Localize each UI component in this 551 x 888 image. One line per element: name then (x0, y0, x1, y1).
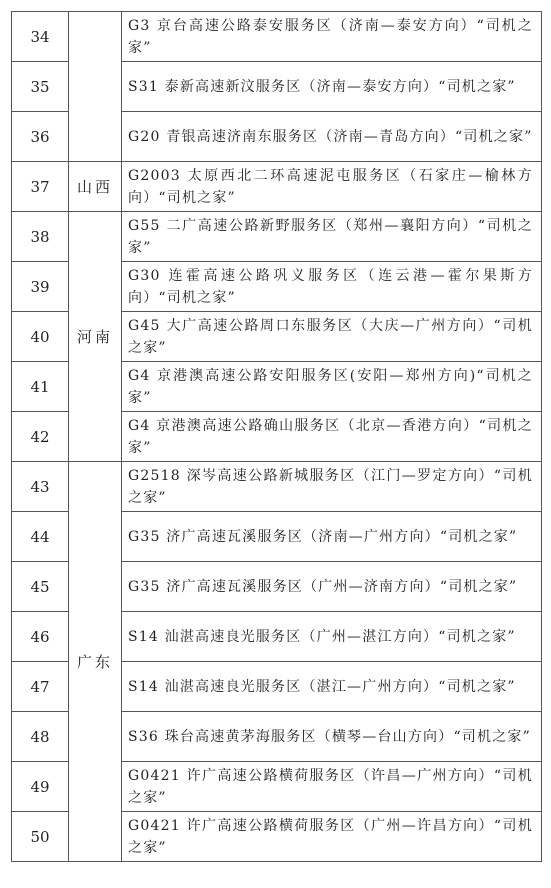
table-row (12, 212, 542, 262)
service-area-name: G30 连霍高速公路巩义服务区（连云港—霍尔果斯方向）“司机之家” (122, 262, 542, 312)
service-area-name: G20 青银高速济南东服务区（济南—青岛方向）“司机之家” (122, 112, 542, 162)
service-area-name: G35 济广高速瓦溪服务区（济南—广州方向）“司机之家” (122, 512, 542, 562)
service-area-name: G0421 许广高速公路横荷服务区（广州—许昌方向）“司机之家” (122, 812, 542, 862)
row-number: 44 (12, 512, 69, 562)
table-row (12, 462, 542, 512)
row-number: 49 (12, 762, 69, 812)
row-number: 47 (12, 662, 69, 712)
province-cell-shandong (69, 12, 122, 162)
province-cell-shanxi: 山西 (69, 162, 122, 212)
row-number: 39 (12, 262, 69, 312)
service-area-name: G35 济广高速瓦溪服务区（广州—济南方向）“司机之家” (122, 562, 542, 612)
service-area-name: G0421 许广高速公路横荷服务区（许昌—广州方向）“司机之家” (122, 762, 542, 812)
service-area-name: S14 汕湛高速良光服务区（湛江—广州方向）“司机之家” (122, 662, 542, 712)
row-number: 38 (12, 212, 69, 262)
row-number: 36 (12, 112, 69, 162)
service-area-name: G45 大广高速公路周口东服务区（大庆—广州方向）“司机之家” (122, 312, 542, 362)
service-area-name: G3 京台高速公路泰安服务区（济南—泰安方向）“司机之家” (122, 12, 542, 62)
row-number: 35 (12, 62, 69, 112)
province-cell-henan: 河南 (69, 212, 122, 462)
service-area-name: G4 京港澳高速公路确山服务区（北京—香港方向）“司机之家” (122, 412, 542, 462)
service-area-name: G4 京港澳高速公路安阳服务区(安阳—郑州方向)“司机之家” (122, 362, 542, 412)
row-number: 41 (12, 362, 69, 412)
service-area-name: S14 汕湛高速良光服务区（广州—湛江方向）“司机之家” (122, 612, 542, 662)
service-area-name: S36 珠台高速黄茅海服务区（横琴—台山方向）“司机之家” (122, 712, 542, 762)
row-number: 48 (12, 712, 69, 762)
service-area-name: G2518 深岑高速公路新城服务区（江门—罗定方向）“司机之家” (122, 462, 542, 512)
province-cell-guangdong: 广东 (69, 462, 122, 862)
row-number: 43 (12, 462, 69, 512)
row-number: 45 (12, 562, 69, 612)
row-number: 40 (12, 312, 69, 362)
row-number: 50 (12, 812, 69, 862)
row-number: 37 (12, 162, 69, 212)
row-number: 46 (12, 612, 69, 662)
service-area-name: G2003 太原西北二环高速泥屯服务区（石家庄—榆林方向）“司机之家” (122, 162, 542, 212)
table-row (12, 12, 542, 62)
service-area-name: S31 泰新高速新汶服务区（济南—泰安方向）“司机之家” (122, 62, 542, 112)
service-area-name: G55 二广高速公路新野服务区（郑州—襄阳方向）“司机之家” (122, 212, 542, 262)
row-number: 34 (12, 12, 69, 62)
service-area-table (11, 11, 542, 862)
row-number: 42 (12, 412, 69, 462)
table-row (12, 162, 542, 212)
